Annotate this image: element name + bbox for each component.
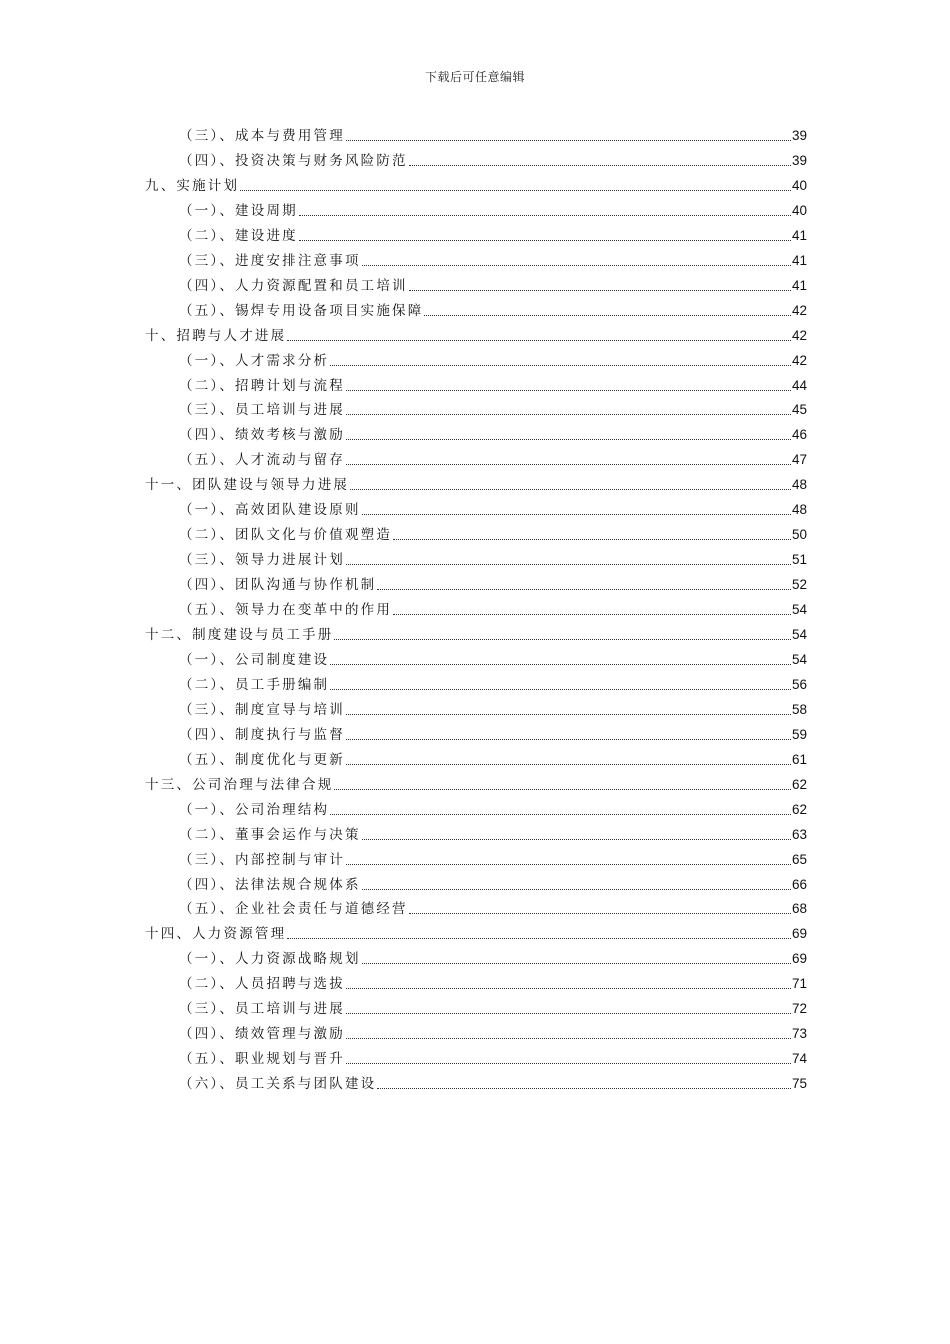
dot-leader bbox=[393, 539, 791, 540]
toc-section-entry[interactable] bbox=[179, 748, 807, 770]
dot-leader bbox=[362, 514, 791, 515]
dot-leader bbox=[362, 963, 791, 964]
toc-entry-title: （二）、人员招聘与选拔 bbox=[179, 976, 345, 993]
toc-entry-title: 十二、制度建设与员工手册 bbox=[145, 627, 334, 643]
toc-page-number: 46 bbox=[791, 427, 807, 443]
toc-section-entry[interactable] bbox=[179, 698, 807, 720]
toc-entry-title: （三）、进度安排注意事项 bbox=[179, 252, 361, 269]
toc-section-entry[interactable] bbox=[179, 798, 807, 820]
toc-entry-title: （三）、成本与费用管理 bbox=[179, 128, 345, 144]
toc-section-entry[interactable] bbox=[179, 972, 807, 994]
toc-page-number: 63 bbox=[791, 826, 807, 842]
toc-entry-title: （二）、招聘计划与流程 bbox=[179, 377, 345, 394]
toc-entry-title: 九、实施计划 bbox=[145, 177, 240, 194]
toc-section-entry[interactable] bbox=[179, 224, 807, 246]
toc-entry-title: （五）、领导力在变革中的作用 bbox=[179, 602, 393, 619]
toc-section-entry[interactable] bbox=[179, 1022, 807, 1044]
toc-page-number: 47 bbox=[791, 452, 807, 468]
toc-page-number: 50 bbox=[791, 527, 807, 543]
toc-entry-title: （四）、投资决策与财务风险防范 bbox=[179, 152, 408, 169]
toc-page-number: 54 bbox=[791, 602, 807, 618]
toc-section-entry[interactable] bbox=[179, 598, 807, 620]
toc-chapter-entry[interactable] bbox=[145, 473, 807, 495]
toc-section-entry[interactable] bbox=[179, 1072, 807, 1094]
toc-entry-title: （一）、公司治理结构 bbox=[179, 801, 330, 818]
toc-section-entry[interactable] bbox=[179, 947, 807, 969]
toc-section-entry[interactable] bbox=[179, 997, 807, 1019]
toc-section-entry[interactable] bbox=[179, 723, 807, 745]
toc-page-number: 42 bbox=[791, 302, 807, 318]
toc-page-number: 48 bbox=[791, 502, 807, 518]
dot-leader bbox=[346, 714, 791, 715]
toc-page-number: 42 bbox=[791, 352, 807, 368]
toc-page-number: 42 bbox=[791, 327, 807, 343]
toc-page-number: 54 bbox=[791, 627, 807, 642]
toc-entry-title: （三）、员工培训与进展 bbox=[179, 402, 345, 419]
toc-page-number: 62 bbox=[791, 801, 807, 817]
toc-entry-title: （二）、董事会运作与决策 bbox=[179, 826, 361, 843]
dot-leader bbox=[409, 165, 791, 166]
toc-page-number: 51 bbox=[791, 552, 807, 568]
dot-leader bbox=[334, 639, 791, 640]
toc-page-number: 68 bbox=[791, 901, 807, 917]
toc-entry-title: （一）、人力资源战略规划 bbox=[179, 951, 361, 968]
dot-leader bbox=[346, 1038, 791, 1039]
toc-chapter-entry[interactable] bbox=[145, 174, 807, 196]
toc-section-entry[interactable] bbox=[179, 448, 807, 470]
toc-page-number: 39 bbox=[791, 152, 807, 168]
toc-entry-title: （二）、建设进度 bbox=[179, 227, 298, 244]
dot-leader bbox=[330, 365, 791, 366]
dot-leader bbox=[330, 664, 791, 665]
dot-leader bbox=[330, 814, 791, 815]
toc-entry-title: （四）、团队沟通与协作机制 bbox=[179, 577, 377, 594]
toc-entry-title: （五）、人才流动与留存 bbox=[179, 452, 345, 469]
dot-leader bbox=[362, 265, 791, 266]
toc-chapter-entry[interactable] bbox=[145, 324, 807, 346]
dot-leader bbox=[346, 764, 791, 765]
toc-entry-title: （一）、建设周期 bbox=[179, 202, 298, 219]
dot-leader bbox=[377, 1088, 791, 1089]
toc-entry-title: 十一、团队建设与领导力进展 bbox=[145, 477, 350, 494]
toc-section-entry[interactable] bbox=[179, 299, 807, 321]
dot-leader bbox=[350, 489, 791, 490]
dot-leader bbox=[334, 789, 791, 790]
toc-page-number: 62 bbox=[791, 776, 807, 792]
toc-entry-title: （六）、员工关系与团队建设 bbox=[179, 1076, 377, 1093]
dot-leader bbox=[287, 938, 791, 939]
toc-section-entry[interactable] bbox=[179, 673, 807, 695]
toc-section-entry[interactable] bbox=[179, 873, 807, 895]
toc-page-number: 41 bbox=[791, 252, 807, 268]
page-header: 下载后可任意编辑 bbox=[424, 70, 525, 84]
toc-page-number: 74 bbox=[791, 1051, 807, 1067]
toc-section-entry[interactable] bbox=[179, 249, 807, 271]
toc-section-entry[interactable] bbox=[179, 398, 807, 420]
toc-entry-title: 十四、人力资源管理 bbox=[145, 926, 287, 943]
toc-entry-title: （一）、公司制度建设 bbox=[179, 651, 330, 668]
toc-entry-title: （五）、职业规划与晋升 bbox=[179, 1051, 345, 1068]
dot-leader bbox=[362, 889, 791, 890]
toc-chapter-entry[interactable] bbox=[145, 773, 807, 795]
toc-section-entry[interactable] bbox=[179, 199, 807, 221]
toc-page-number: 66 bbox=[791, 876, 807, 892]
toc-page-number: 39 bbox=[791, 128, 807, 143]
dot-leader bbox=[287, 340, 791, 341]
toc-entry-title: （一）、人才需求分析 bbox=[179, 352, 330, 369]
dot-leader bbox=[346, 390, 791, 391]
toc-entry-title: 十三、公司治理与法律合规 bbox=[145, 776, 334, 793]
dot-leader bbox=[330, 689, 791, 690]
dot-leader bbox=[299, 215, 791, 216]
toc-page-number: 69 bbox=[791, 951, 807, 967]
toc-entry-title: （二）、团队文化与价值观塑造 bbox=[179, 527, 393, 544]
dot-leader bbox=[240, 190, 791, 191]
dot-leader bbox=[346, 1063, 791, 1064]
dot-leader bbox=[346, 464, 791, 465]
toc-page-number: 48 bbox=[791, 477, 807, 493]
dot-leader bbox=[346, 414, 791, 415]
dot-leader bbox=[362, 839, 791, 840]
toc-chapter-entry[interactable] bbox=[145, 922, 807, 944]
toc-entry-title: （二）、员工手册编制 bbox=[179, 676, 330, 693]
toc-chapter-entry[interactable] bbox=[145, 623, 807, 645]
dot-leader bbox=[346, 864, 791, 865]
toc-section-entry[interactable] bbox=[179, 823, 807, 845]
dot-leader bbox=[299, 240, 791, 241]
toc-section-entry[interactable] bbox=[179, 274, 807, 296]
toc-page-number: 56 bbox=[791, 676, 807, 692]
toc-page-number: 61 bbox=[791, 751, 807, 767]
toc-page-number: 40 bbox=[791, 202, 807, 218]
toc-page-number: 73 bbox=[791, 1026, 807, 1042]
toc-section-entry[interactable] bbox=[179, 548, 807, 570]
toc-page-number: 71 bbox=[791, 976, 807, 992]
dot-leader bbox=[346, 564, 791, 565]
toc-page-number: 65 bbox=[791, 851, 807, 867]
toc-section-entry[interactable] bbox=[179, 573, 807, 595]
toc-entry-title: 十、招聘与人才进展 bbox=[145, 327, 287, 344]
dot-leader bbox=[346, 1013, 791, 1014]
toc-page-number: 59 bbox=[791, 726, 807, 742]
toc-entry-title: （三）、内部控制与审计 bbox=[179, 851, 345, 868]
toc-section-entry[interactable] bbox=[179, 374, 807, 396]
toc-entry-title: （四）、法律法规合规体系 bbox=[179, 876, 361, 893]
toc-page-number: 40 bbox=[791, 177, 807, 193]
toc-page-number: 41 bbox=[791, 227, 807, 243]
toc-page-number: 72 bbox=[791, 1001, 807, 1017]
dot-leader bbox=[409, 913, 791, 914]
toc-entry-title: （三）、领导力进展计划 bbox=[179, 552, 345, 569]
toc-section-entry[interactable] bbox=[179, 897, 807, 919]
toc-entry-title: （五）、制度优化与更新 bbox=[179, 751, 345, 768]
dot-leader bbox=[377, 589, 791, 590]
toc-section-entry[interactable] bbox=[179, 124, 807, 146]
toc-section-entry[interactable] bbox=[179, 848, 807, 870]
dot-leader bbox=[409, 290, 791, 291]
toc-entry-title: （四）、绩效管理与激励 bbox=[179, 1026, 345, 1043]
toc-section-entry[interactable] bbox=[179, 523, 807, 545]
toc-page-number: 41 bbox=[791, 277, 807, 293]
toc-entry-title: （四）、绩效考核与激励 bbox=[179, 427, 345, 444]
dot-leader bbox=[346, 439, 791, 440]
dot-leader bbox=[346, 988, 791, 989]
toc-entry-title: （四）、制度执行与监督 bbox=[179, 726, 345, 743]
dot-leader bbox=[424, 315, 791, 316]
toc-page-number: 75 bbox=[791, 1076, 807, 1092]
toc-entry-title: （五）、锡焊专用设备项目实施保障 bbox=[179, 302, 424, 319]
dot-leader bbox=[393, 614, 791, 615]
toc-page-number: 54 bbox=[791, 651, 807, 667]
toc-section-entry[interactable] bbox=[179, 1047, 807, 1069]
toc-entry-title: （四）、人力资源配置和员工培训 bbox=[179, 277, 408, 294]
toc-page-number: 45 bbox=[791, 402, 807, 418]
toc-section-entry[interactable] bbox=[179, 648, 807, 670]
toc-page-number: 52 bbox=[791, 577, 807, 593]
dot-leader bbox=[346, 140, 791, 141]
toc-entry-title: （五）、企业社会责任与道德经营 bbox=[179, 901, 408, 918]
toc-section-entry[interactable] bbox=[179, 149, 807, 171]
toc-section-entry[interactable] bbox=[179, 498, 807, 520]
dot-leader bbox=[346, 739, 791, 740]
toc-page-number: 44 bbox=[791, 377, 807, 393]
toc-page-number: 69 bbox=[791, 926, 807, 942]
toc-entry-title: （三）、员工培训与进展 bbox=[179, 1001, 345, 1018]
toc-section-entry[interactable] bbox=[179, 423, 807, 445]
toc-page-number: 58 bbox=[791, 701, 807, 717]
toc-entry-title: （一）、高效团队建设原则 bbox=[179, 502, 361, 519]
toc-entry-title: （三）、制度宣导与培训 bbox=[179, 701, 345, 718]
toc-section-entry[interactable] bbox=[179, 349, 807, 371]
